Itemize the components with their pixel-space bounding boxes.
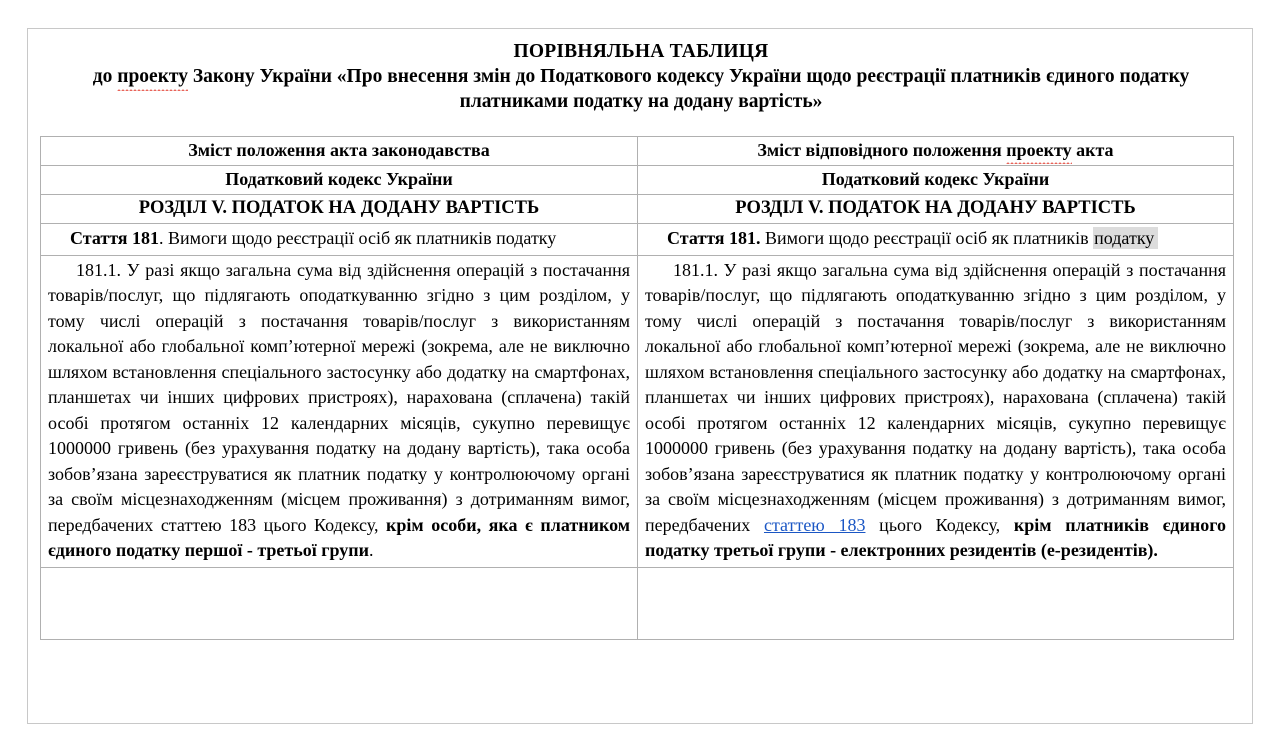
subtitle-prefix: до	[92, 66, 118, 87]
table-row-section	[41, 195, 1234, 224]
page-title: ПОРІВНЯЛЬНА ТАБЛИЦЯ	[513, 41, 769, 62]
empty-cell-left	[41, 567, 638, 639]
column-header-right	[638, 137, 1234, 166]
table-row-empty	[41, 567, 1234, 639]
column-header-right-suffix: акта	[1071, 140, 1114, 160]
clause-bold-tail-left: крім особи, яка є платником єдиного податку першої - третьої групи	[48, 514, 631, 560]
article-heading-text-left: . Вимоги щодо реєстрації осіб як платників податку	[159, 228, 557, 248]
section-title-right: РОЗДІЛ V. ПОДАТОК НА ДОДАНУ ВАРТІСТЬ	[638, 195, 1234, 224]
column-header-left: Зміст положення акта законодавства	[41, 137, 638, 166]
section-title-left: РОЗДІЛ V. ПОДАТОК НА ДОДАНУ ВАРТІСТЬ	[41, 195, 638, 224]
link-stattya-183[interactable]: статтею 183	[763, 514, 866, 535]
clause-body-right-b: цього Кодексу,	[865, 514, 1014, 535]
document-title-block	[40, 33, 1242, 114]
article-heading-left	[41, 224, 638, 256]
subtitle-rest: Закону України «Про внесення змін до Податкового кодексу України щодо реєстрації платників єдиного податку платниками податку на додану вартість»	[188, 66, 1190, 112]
clause-text-left	[41, 255, 638, 567]
article-number-right: Стаття 181.	[667, 228, 761, 248]
column-header-right-prefix: Зміст відповідного положення	[757, 140, 1007, 160]
comparison-table	[40, 136, 1234, 640]
empty-cell-right	[638, 567, 1234, 639]
document-subtitle	[40, 64, 1242, 114]
page-frame	[27, 28, 1253, 724]
clause-period-left: .	[368, 540, 374, 560]
clause-text-right	[638, 255, 1234, 567]
code-name-right: Податковий кодекс України	[638, 166, 1234, 195]
clause-body-right-a: 181.1. У разі якщо загальна сума від здійснення операцій з постачання товарів/послуг, що підлягають оподаткуванню згідно з цим розділом, у тому числі операцій з постачання товарів/послуг з використанням локальної або глобальної комп’ютерної мережі (зокрема, але не виключно шляхом встановлення спеціального застосунку або додатку на смартфонах, планшетах чи інших цифрових пристроях), нарахована (сплачена) такій особі протягом останніх 12 календарних місяців, сукупно перевищує 1000000 гривень (без урахування податку на додану вартість), така особа зобов’язана зареєструватися як платник податку у контролюючому органі за своїм місцезнаходженням (місцем проживання) з дотриманням вимог, передбачених	[645, 259, 1226, 535]
code-name-left: Податковий кодекс України	[41, 166, 638, 195]
table-row-header	[41, 137, 1234, 166]
table-row-article-heading	[41, 224, 1234, 256]
misspelled-word-proektu-header: проекту	[1006, 140, 1072, 160]
highlighted-word-podatku: податку	[1093, 227, 1158, 249]
misspelled-word-proektu: проекту	[117, 66, 188, 87]
clause-body-left: 181.1. У разі якщо загальна сума від здійснення операцій з постачання товарів/послуг, що підлягають оподаткуванню згідно з цим розділом, у тому числі операцій з постачання товарів/послуг з використанням локальної або глобальної комп’ютерної мережі (зокрема, але не виключно шляхом встановлення спеціального застосунку або додатку на смартфонах, планшетах чи інших цифрових пристроях), нарахована (сплачена) такій особі протягом останніх 12 календарних місяців, сукупно перевищує 1000000 гривень (без урахування податку на додану вартість), така особа зобов’язана зареєструватися як платник податку у контролюючому органі за своїм місцезнаходженням (місцем проживання) з дотриманням вимог, передбачених статтею 183 цього Кодексу,	[48, 259, 630, 535]
article-heading-text-right: Вимоги щодо реєстрації осіб як платників	[760, 228, 1094, 248]
article-number-left: Стаття 181	[70, 228, 160, 248]
clause-bold-tail-right: крім платників єдиного податку третьої групи - електронних резидентів (е-резидентів).	[645, 514, 1226, 560]
page-content	[40, 33, 1242, 640]
table-row-clause-181-1	[41, 255, 1234, 567]
article-heading-right	[638, 224, 1234, 256]
table-row-subheader	[41, 166, 1234, 195]
